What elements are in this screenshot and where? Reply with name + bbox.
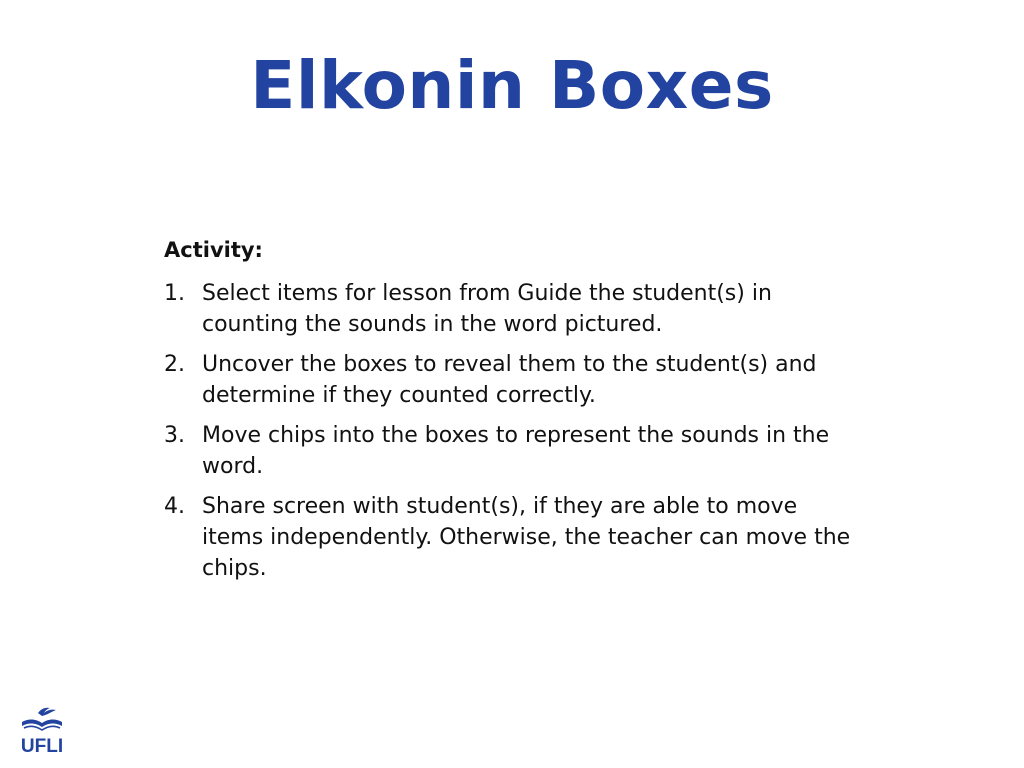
ufli-logo xyxy=(14,704,72,760)
step-number: 1. xyxy=(164,281,185,306)
step-text: Share screen with student(s), if they are able to move items independently. Otherwise, the teacher can move the chips. xyxy=(202,494,851,581)
step-text: Uncover the boxes to reveal them to the student(s) and determine if they counted correctly. xyxy=(202,352,817,408)
activity-section xyxy=(164,232,864,593)
step-text: Select items for lesson from Guide the student(s) in counting the sounds in the word pictured. xyxy=(202,281,772,337)
step-item xyxy=(164,349,864,411)
activity-heading: Activity: xyxy=(164,238,263,262)
steps-list xyxy=(164,278,864,584)
step-item xyxy=(164,420,864,482)
logo-text: UFLI xyxy=(20,736,64,757)
step-item xyxy=(164,491,864,584)
slide-title: Elkonin Boxes xyxy=(250,47,774,124)
step-text: Move chips into the boxes to represent the sounds in the word. xyxy=(202,423,830,479)
step-number: 4. xyxy=(164,494,185,519)
step-item xyxy=(164,278,864,340)
step-number: 2. xyxy=(164,352,185,377)
book-with-bird-icon xyxy=(20,704,64,734)
step-number: 3. xyxy=(164,423,185,448)
